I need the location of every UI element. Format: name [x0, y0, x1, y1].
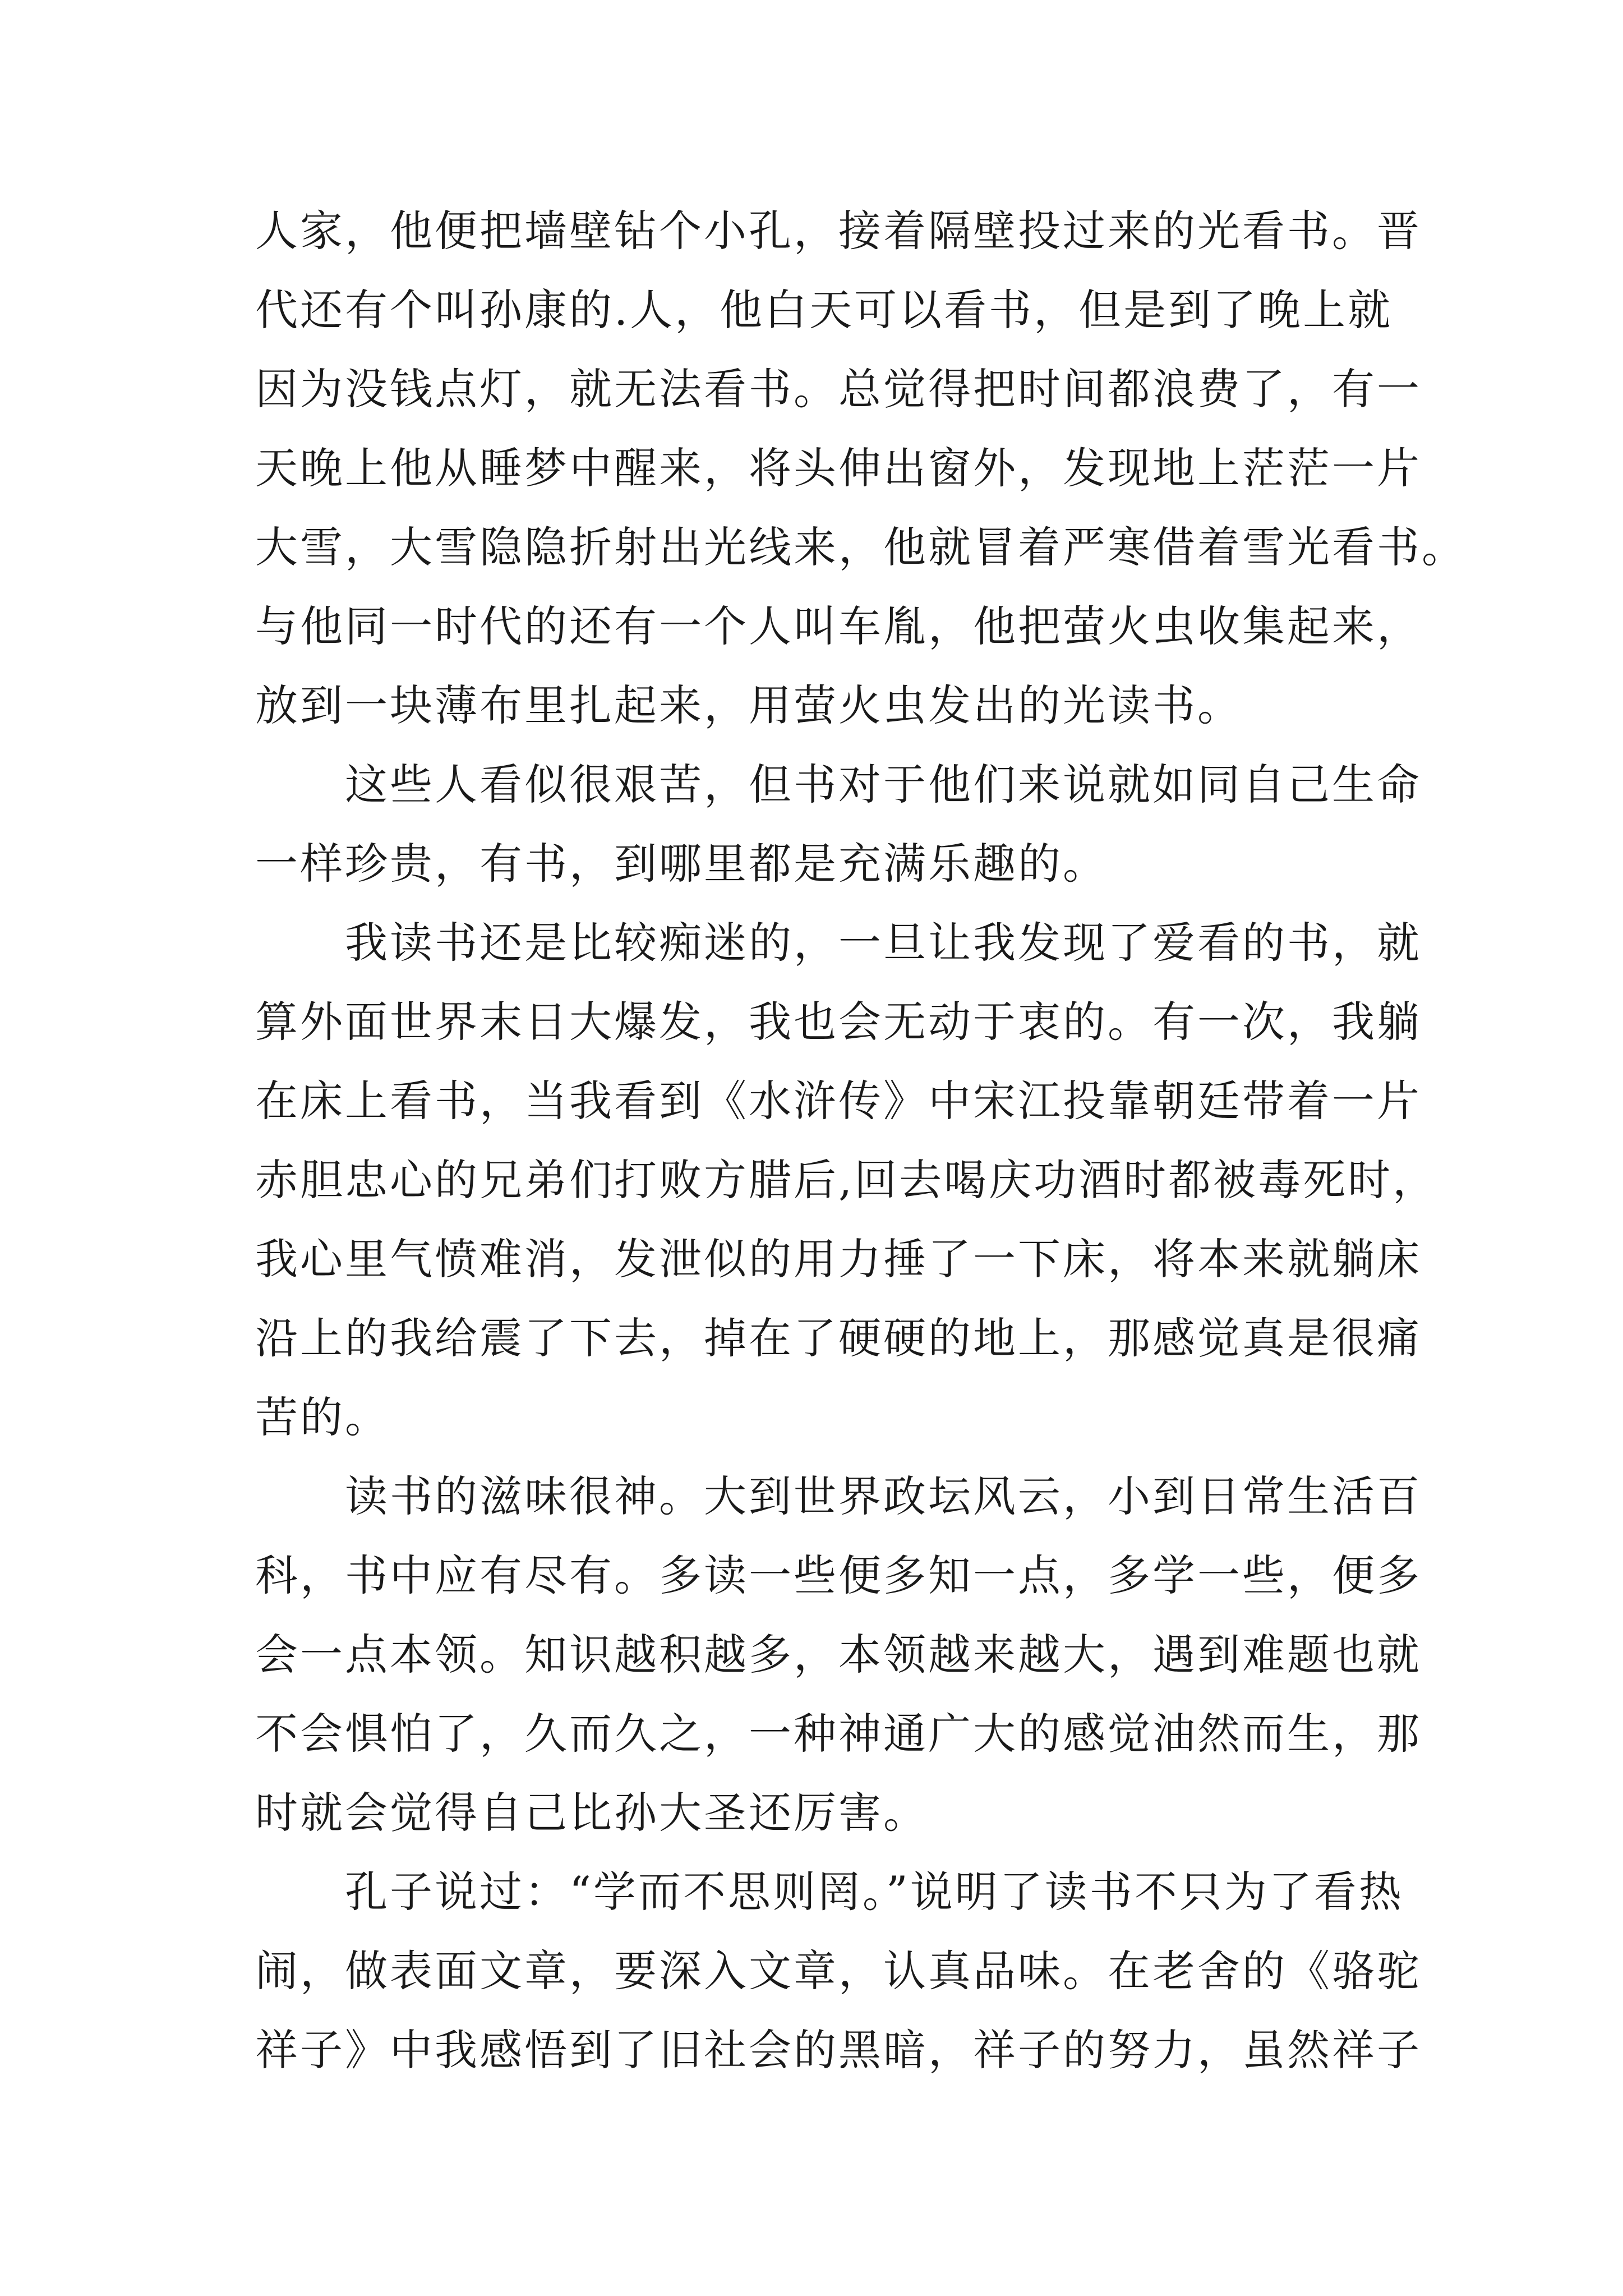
- text-line: 沿上的我给震了下去，掉在了硬硬的地上，那感觉真是很痛: [255, 1313, 1422, 1363]
- text-line: 代还有个叫孙康的.人，他白天可以看书，但是到了晚上就: [255, 285, 1393, 335]
- text-line: 赤胆忠心的兄弟们打败方腊后,回去喝庆功酒时都被毒死时，: [255, 1155, 1438, 1205]
- text-line: 苦的。: [255, 1392, 390, 1442]
- text-line: 祥子》中我感悟到了旧社会的黑暗，祥子的努力，虽然祥子: [255, 2025, 1422, 2075]
- text-line: 一样珍贵，有书，到哪里都是充满乐趣的。: [255, 839, 1108, 889]
- text-line: 这些人看似很艰苦，但书对于他们来说就如同自己生命: [255, 760, 1422, 809]
- text-line: 人家，他便把墙壁钻个小孔，接着隔壁投过来的光看书。晋: [255, 206, 1422, 256]
- text-line: 我读书还是比较痴迷的，一旦让我发现了爱看的书，就: [255, 918, 1422, 968]
- text-line: 因为没钱点灯，就无法看书。总觉得把时间都浪费了，有一: [255, 364, 1422, 414]
- text-line: 不会惧怕了，久而久之，一种神通广大的感觉油然而生，那: [255, 1709, 1422, 1759]
- text-line: 闹，做表面文章，要深入文章，认真品味。在老舍的《骆驼: [255, 1946, 1422, 1996]
- text-line: 天晚上他从睡梦中醒来，将头伸出窗外，发现地上茫茫一片: [255, 443, 1422, 493]
- text-line: 科，书中应有尽有。多读一些便多知一点，多学一些，便多: [255, 1550, 1422, 1600]
- text-line: 孔子说过：“学而不思则罔。”说明了读书不只为了看热: [255, 1867, 1404, 1917]
- text-line: 与他同一时代的还有一个人叫车胤，他把萤火虫收集起来，: [255, 601, 1422, 651]
- text-line: 算外面世界末日大爆发，我也会无动于衷的。有一次，我躺: [255, 997, 1422, 1047]
- text-line: 时就会觉得自己比孙大圣还厉害。: [255, 1788, 928, 1838]
- text-line: 放到一块薄布里扎起来，用萤火虫发出的光读书。: [255, 680, 1242, 730]
- text-line: 会一点本领。知识越积越多，本领越来越大，遇到难题也就: [255, 1630, 1422, 1680]
- text-line: 在床上看书，当我看到《水浒传》中宋江投靠朝廷带着一片: [255, 1076, 1422, 1126]
- text-line: 我心里气愤难消，发泄似的用力捶了一下床，将本来就躺床: [255, 1234, 1422, 1284]
- text-line: 大雪，大雪隐隐折射出光线来，他就冒着严寒借着雪光看书。: [255, 522, 1467, 572]
- text-line: 读书的滋味很神。大到世界政坛风云，小到日常生活百: [255, 1471, 1422, 1521]
